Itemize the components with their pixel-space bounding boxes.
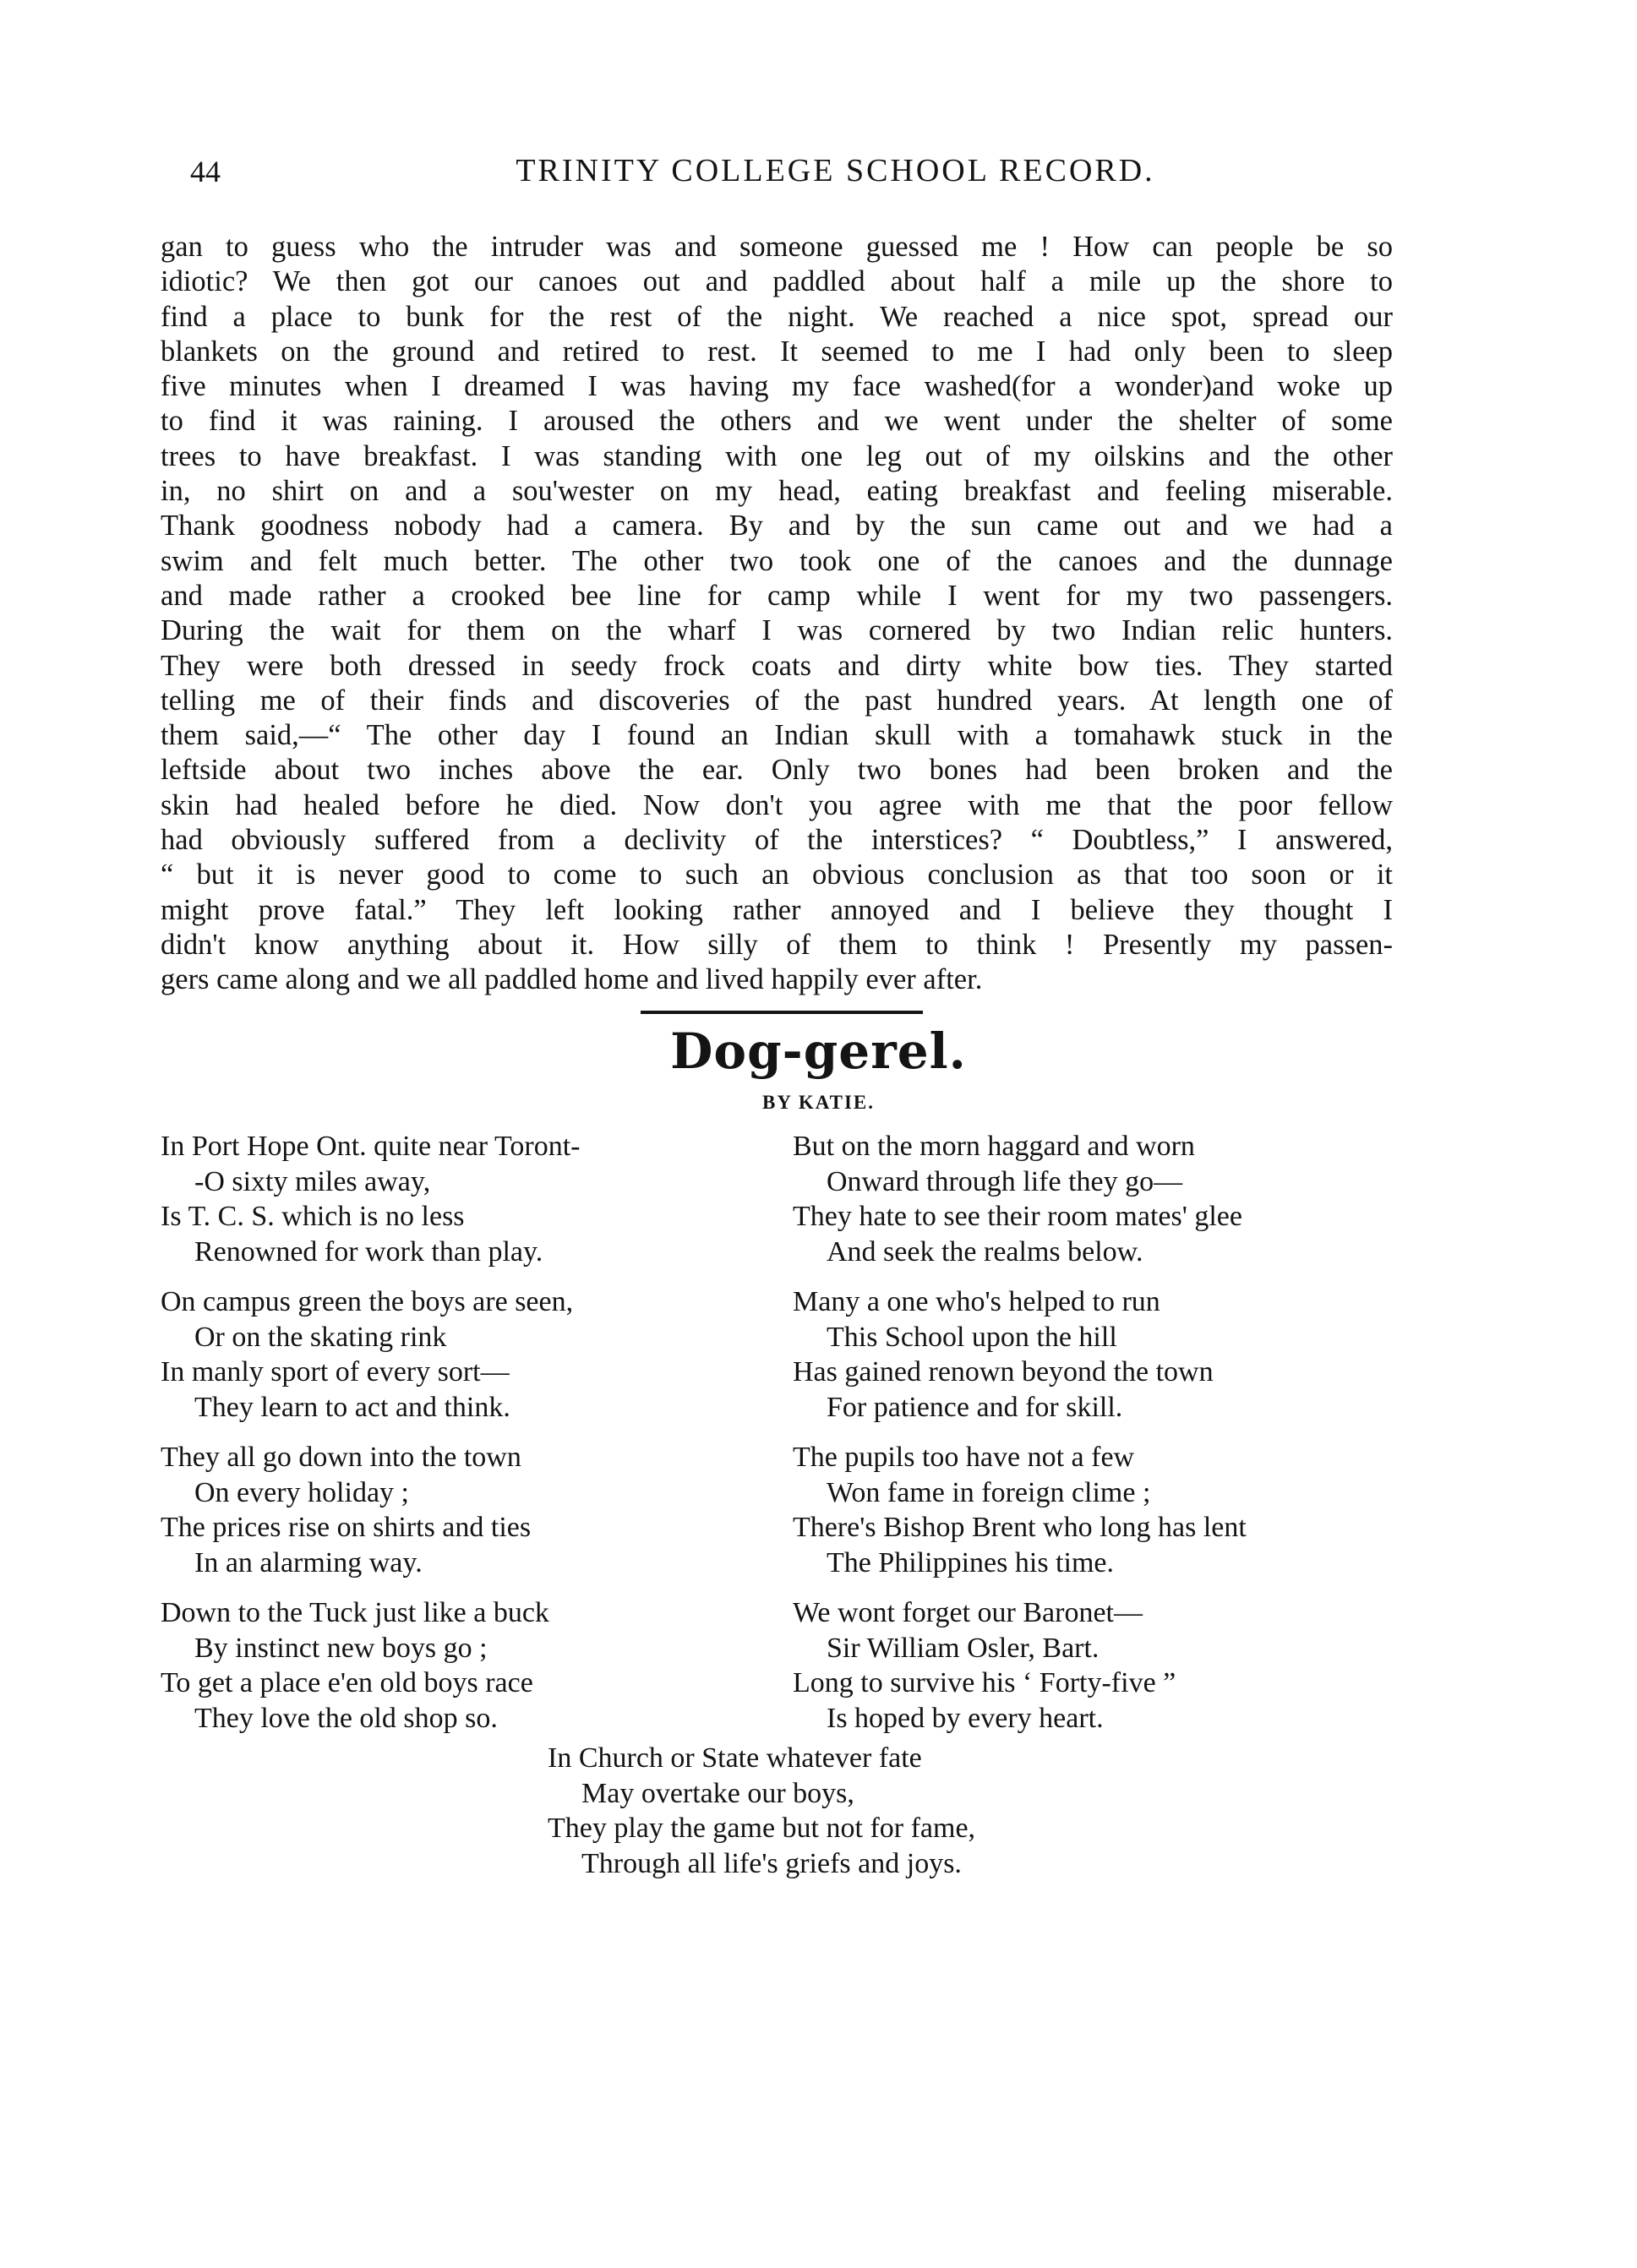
verse-line: They love the old shop so.	[194, 1702, 498, 1734]
text-line: might prove fatal.” They left looking rather annoyed and I believe they thought I	[161, 893, 1393, 926]
verse-line: They all go down into the town	[161, 1442, 521, 1473]
verse-line: And seek the realms below.	[827, 1235, 1143, 1268]
text-line: Thank goodness nobody had a camera. By and by the sun came out and we had a	[161, 510, 1393, 542]
text-line: in, no shirt on and a sou'wester on my head, eating breakfast and feeling miserable.	[161, 475, 1393, 508]
verse-line: The prices rise on shirts and ties	[161, 1512, 532, 1543]
verse-line: We wont forget our Baronet—	[793, 1597, 1143, 1628]
verse-line: They play the game but not for fame,	[548, 1813, 976, 1844]
text-line: find a place to bunk for the rest of the night. We reached a nice spot, spread our	[161, 300, 1393, 333]
verse-line: There's Bishop Brent who long has lent	[793, 1512, 1247, 1543]
stanza	[161, 1129, 581, 1269]
verse-line: They learn to act and think.	[194, 1391, 510, 1423]
text-line: blankets on the ground and retired to rest. It seemed to me I had only been to sleep	[161, 335, 1393, 368]
verse-line: Onward through life they go—	[827, 1165, 1183, 1197]
text-line: five minutes when I dreamed I was having my face washed(for a wonder)and woke up	[161, 370, 1393, 403]
text-line: and made rather a crooked bee line for camp while I went for my two passengers.	[161, 579, 1393, 612]
stanza	[548, 1741, 975, 1881]
text-line: had obviously suffered from a declivity of the interstices? “ Doubtless,” I answered,	[161, 824, 1393, 857]
verse-line: Renowned for work than play.	[194, 1235, 543, 1268]
verse-line: They hate to see their room mates' glee	[793, 1201, 1242, 1232]
text-line: swim and felt much better. The other two took one of the canoes and the dunnage	[161, 544, 1393, 577]
poem-byline: BY KATIE.	[761, 1092, 876, 1113]
section-rule	[641, 1011, 923, 1014]
text-line: “ but it is never good to come to such an obvious conclusion as that too soon or it	[161, 859, 1393, 891]
verse-line: May overtake our boys,	[581, 1777, 854, 1809]
verse-line: On every holiday ;	[194, 1476, 409, 1508]
text-line: gan to guess who the intruder was and someone guessed me ! How can people be so	[161, 231, 1393, 263]
verse-line: To get a place e'en old boys race	[161, 1667, 533, 1698]
verse-line: Many a one who's helped to run	[793, 1286, 1160, 1317]
text-line: leftside about two inches above the ear. Only two bones had been broken and the	[161, 754, 1393, 787]
verse-line: By instinct new boys go ;	[194, 1632, 488, 1664]
verse-line: In an alarming way.	[194, 1546, 423, 1578]
text-line: gers came along and we all paddled home and lived happily ever after.	[161, 963, 983, 996]
verse-line: Or on the skating rink	[194, 1321, 447, 1353]
stanza	[793, 1440, 1247, 1580]
verse-line: For patience and for skill.	[827, 1391, 1123, 1423]
verse-line: Is hoped by every heart.	[827, 1702, 1104, 1734]
text-line: telling me of their finds and discoveries of the past hundred years. At length one of	[161, 684, 1393, 717]
text-line: to find it was raining. I aroused the others and we went under the shelter of some	[161, 405, 1393, 438]
verse-line: Through all life's griefs and joys.	[581, 1847, 962, 1879]
verse-line: In Port Hope Ont. quite near Toront-	[161, 1131, 581, 1162]
verse-line: In manly sport of every sort—	[161, 1356, 510, 1388]
text-line: trees to have breakfast. I was standing with one leg out of my oilskins and the other	[161, 439, 1393, 472]
stanza	[793, 1284, 1214, 1425]
verse-line: Has gained renown beyond the town	[793, 1356, 1214, 1388]
article-continuation	[161, 230, 1393, 998]
verse-line: Won fame in foreign clime ;	[827, 1476, 1151, 1508]
verse-line: Down to the Tuck just like a buck	[161, 1597, 549, 1628]
verse-line: This School upon the hill	[827, 1321, 1117, 1353]
text-line: They were both dressed in seedy frock coats and dirty white bow ties. They started	[161, 649, 1393, 682]
text-line: didn't know anything about it. How silly of them to think ! Presently my passen-	[161, 928, 1393, 961]
text-line: them said,—“ The other day I found an Indian skull with a tomahawk stuck in the	[161, 719, 1393, 752]
text-line: skin had healed before he died. Now don't you agree with me that the poor fellow	[161, 788, 1393, 821]
poem-title: Dog-gerel.	[670, 1022, 967, 1080]
stanza	[161, 1440, 531, 1580]
verse-line: On campus green the boys are seen,	[161, 1286, 574, 1317]
running-head: TRINITY COLLEGE SCHOOL RECORD.	[516, 153, 1155, 188]
page-number: 44	[190, 155, 221, 188]
verse-line: Sir William Osler, Bart.	[827, 1632, 1100, 1664]
stanza	[793, 1595, 1176, 1736]
verse-line: But on the morn haggard and worn	[793, 1131, 1195, 1162]
verse-line: Is T. C. S. which is no less	[161, 1201, 465, 1232]
verse-line: The pupils too have not a few	[793, 1442, 1135, 1473]
stanza	[793, 1129, 1242, 1269]
text-line: idiotic? We then got our canoes out and paddled about half a mile up the shore to	[161, 265, 1393, 298]
verse-line: In Church or State whatever fate	[548, 1742, 922, 1774]
verse-line: The Philippines his time.	[827, 1546, 1114, 1578]
verse-line: -O sixty miles away,	[194, 1165, 431, 1197]
verse-line: Long to survive his ‘ Forty-five ”	[793, 1667, 1176, 1698]
stanza	[161, 1595, 549, 1736]
text-line: During the wait for them on the wharf I was cornered by two Indian relic hunters.	[161, 614, 1393, 647]
stanza	[161, 1284, 573, 1425]
